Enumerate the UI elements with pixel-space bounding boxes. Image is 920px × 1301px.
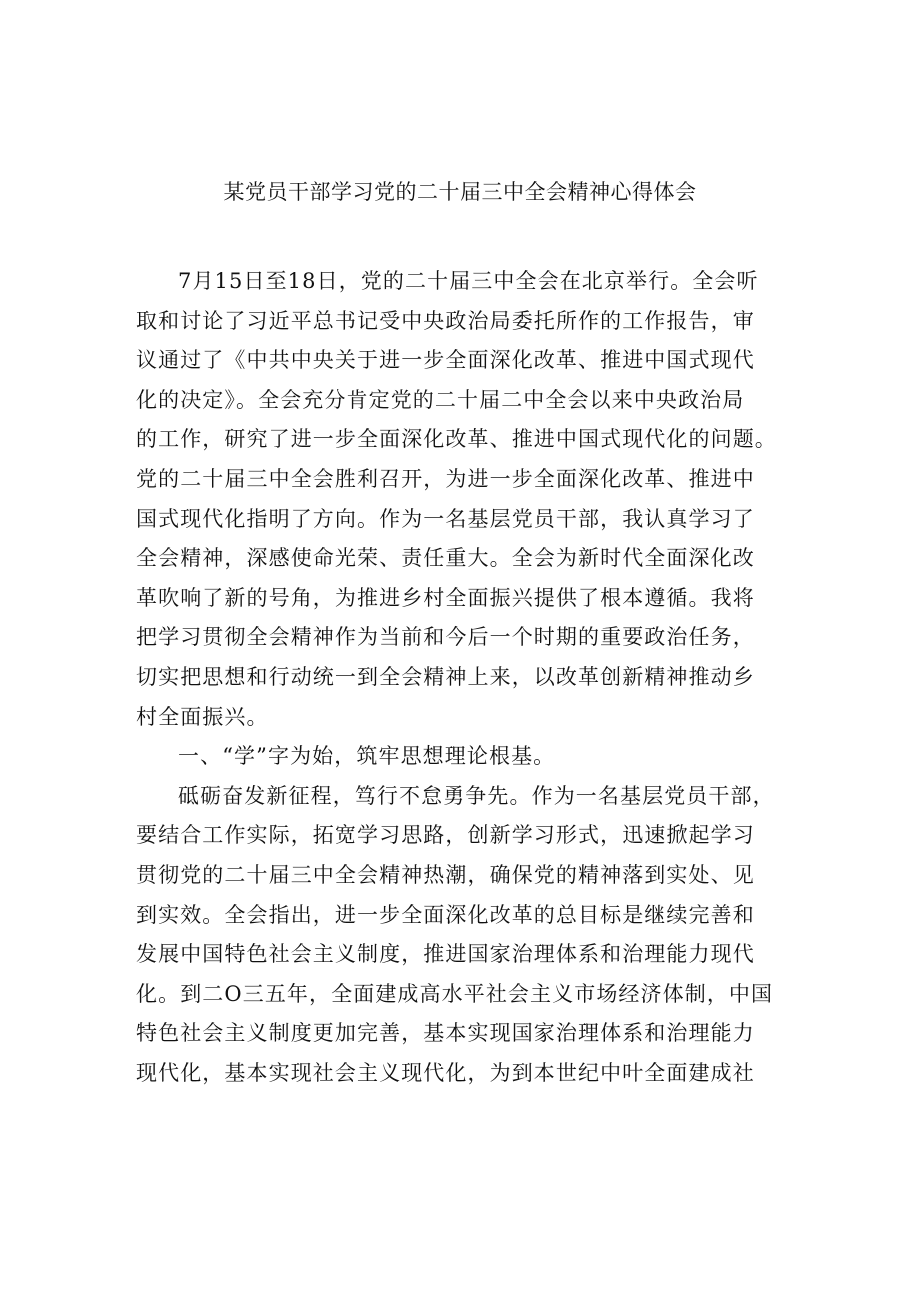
document-title: 某党员干部学习党的二十届三中全会精神心得体会 xyxy=(223,180,697,204)
paragraph-line: 议通过了《中共中央关于进一步全面深化改革、推进中国式现代 xyxy=(136,348,755,373)
paragraph-line: 要结合工作实际，拓宽学习思路，创新学习形式，迅速掀起学习 xyxy=(136,823,755,848)
paragraph-line: 国式现代化指明了方向。作为一名基层党员干部，我认真学习了 xyxy=(136,506,755,531)
paragraph-line: 的工作，研究了进一步全面深化改革、推进中国式现代化的问题。 xyxy=(136,427,777,452)
paragraph-line: 贯彻党的二十届三中全会精神热潮，确保党的精神落到实处、见 xyxy=(136,862,755,887)
paragraph-line: 革吹响了新的号角，为推进乡村全面振兴提供了根本遵循。我将 xyxy=(136,585,755,610)
paragraph-line: 取和讨论了习近平总书记受中央政治局委托所作的工作报告，审 xyxy=(136,308,755,333)
paragraph-line: 把学习贯彻全会精神作为当前和今后一个时期的重要政治任务， xyxy=(136,625,755,650)
paragraph-line: 化。到二O三五年，全面建成高水平社会主义市场经济体制，中国 xyxy=(136,981,774,1006)
paragraph-line: 到实效。全会指出，进一步全面深化改革的总目标是继续完善和 xyxy=(136,902,755,927)
document-body xyxy=(136,262,796,1093)
paragraph-line: 党的二十届三中全会胜利召开，为进一步全面深化改革、推进中 xyxy=(136,466,755,491)
paragraph-line: 现代化，基本实现社会主义现代化，为到本世纪中叶全面建成社 xyxy=(136,1060,755,1085)
paragraph-line: 发展中国特色社会主义制度，推进国家治理体系和治理能力现代 xyxy=(136,942,755,967)
paragraph-line: 化的决定》。全会充分肯定党的二十届二中全会以来中央政治局 xyxy=(136,387,745,412)
paragraph-line: 7月15日至18日，党的二十届三中全会在北京举行。全会听 xyxy=(178,269,759,293)
section-heading: 一、“学”字为始，筑牢思想理论根基。 xyxy=(178,744,556,769)
paragraph-line: 砥砺奋发新征程，笃行不怠勇争先。作为一名基层党员干部， xyxy=(178,783,775,808)
paragraph-line: 切实把思想和行动统一到全会精神上来，以改革创新精神推动乡 xyxy=(136,664,755,689)
paragraph-line: 村全面振兴。 xyxy=(136,704,269,729)
paragraph-line: 特色社会主义制度更加完善，基本实现国家治理体系和治理能力 xyxy=(136,1021,755,1046)
paragraph-line: 全会精神，深感使命光荣、责任重大。全会为新时代全面深化改 xyxy=(136,546,755,571)
